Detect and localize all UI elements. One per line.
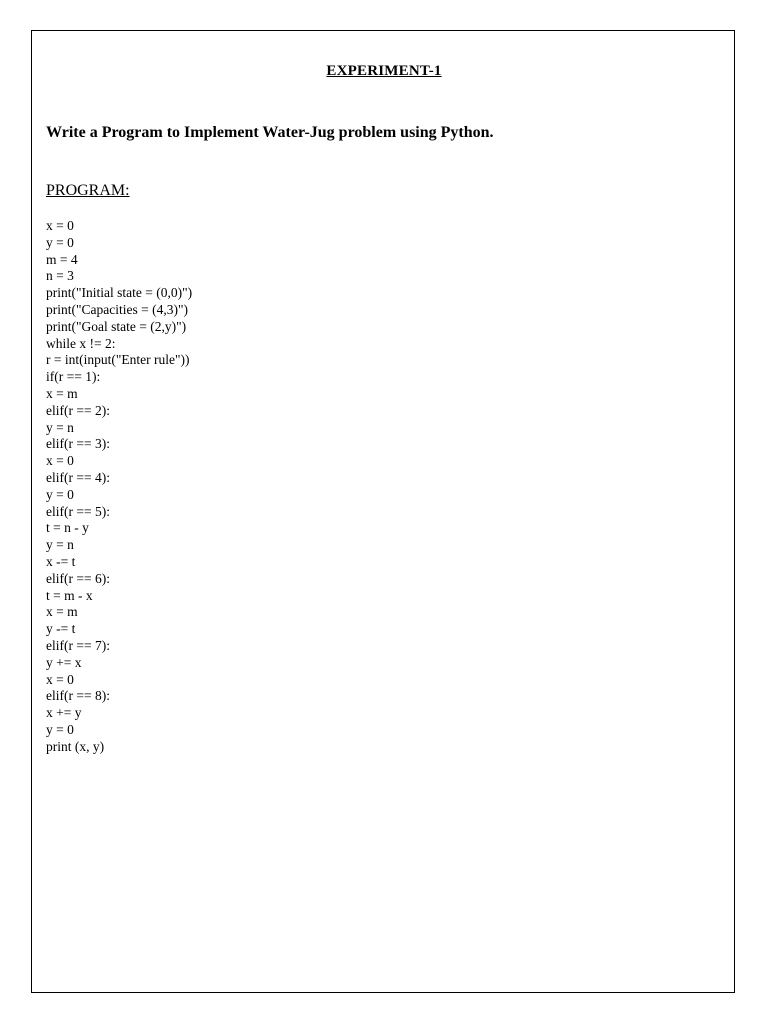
code-line: y = 0 (46, 234, 74, 250)
program-heading: PROGRAM: (46, 182, 130, 199)
code-line: x = m (46, 385, 78, 401)
code-line: elif(r == 6): (46, 570, 110, 586)
code-line: print("Capacities = (4,3)") (46, 301, 188, 317)
code-line: r = int(input("Enter rule")) (46, 352, 190, 368)
code-line: elif(r == 5): (46, 503, 110, 519)
code-line: elif(r == 7): (46, 637, 110, 653)
code-line: x = 0 (46, 453, 74, 469)
code-line: y -= t (46, 621, 76, 637)
code-line: y = 0 (46, 486, 74, 502)
code-line: print("Initial state = (0,0)") (46, 285, 193, 301)
code-line: x += y (46, 705, 82, 721)
code-line: y = 0 (46, 721, 74, 737)
code-line: t = m - x (46, 587, 93, 603)
code-line: x = 0 (46, 218, 74, 233)
code-line: m = 4 (46, 251, 78, 267)
code-line: print (x, y) (46, 738, 105, 754)
code-line: elif(r == 2): (46, 402, 110, 418)
code-line: y = n (46, 419, 74, 435)
code-line: elif(r == 8): (46, 688, 110, 704)
code-line: elif(r == 3): (46, 436, 110, 452)
code-line: x = m (46, 604, 78, 620)
code-line: n = 3 (46, 268, 74, 284)
code-listing (46, 218, 192, 756)
code-line: while x != 2: (46, 335, 116, 351)
code-line: x -= t (46, 553, 76, 569)
code-line: print("Goal state = (2,y)") (46, 318, 187, 334)
code-line: t = n - y (46, 520, 89, 536)
code-line: x = 0 (46, 671, 74, 687)
aim-statement: Write a Program to Implement Water-Jug problem using Python. (46, 124, 494, 141)
code-line: if(r == 1): (46, 369, 101, 385)
code-line: y += x (46, 654, 82, 670)
code-line: y = n (46, 537, 74, 553)
experiment-title: EXPERIMENT-1 (326, 63, 442, 79)
code-line: elif(r == 4): (46, 469, 110, 485)
